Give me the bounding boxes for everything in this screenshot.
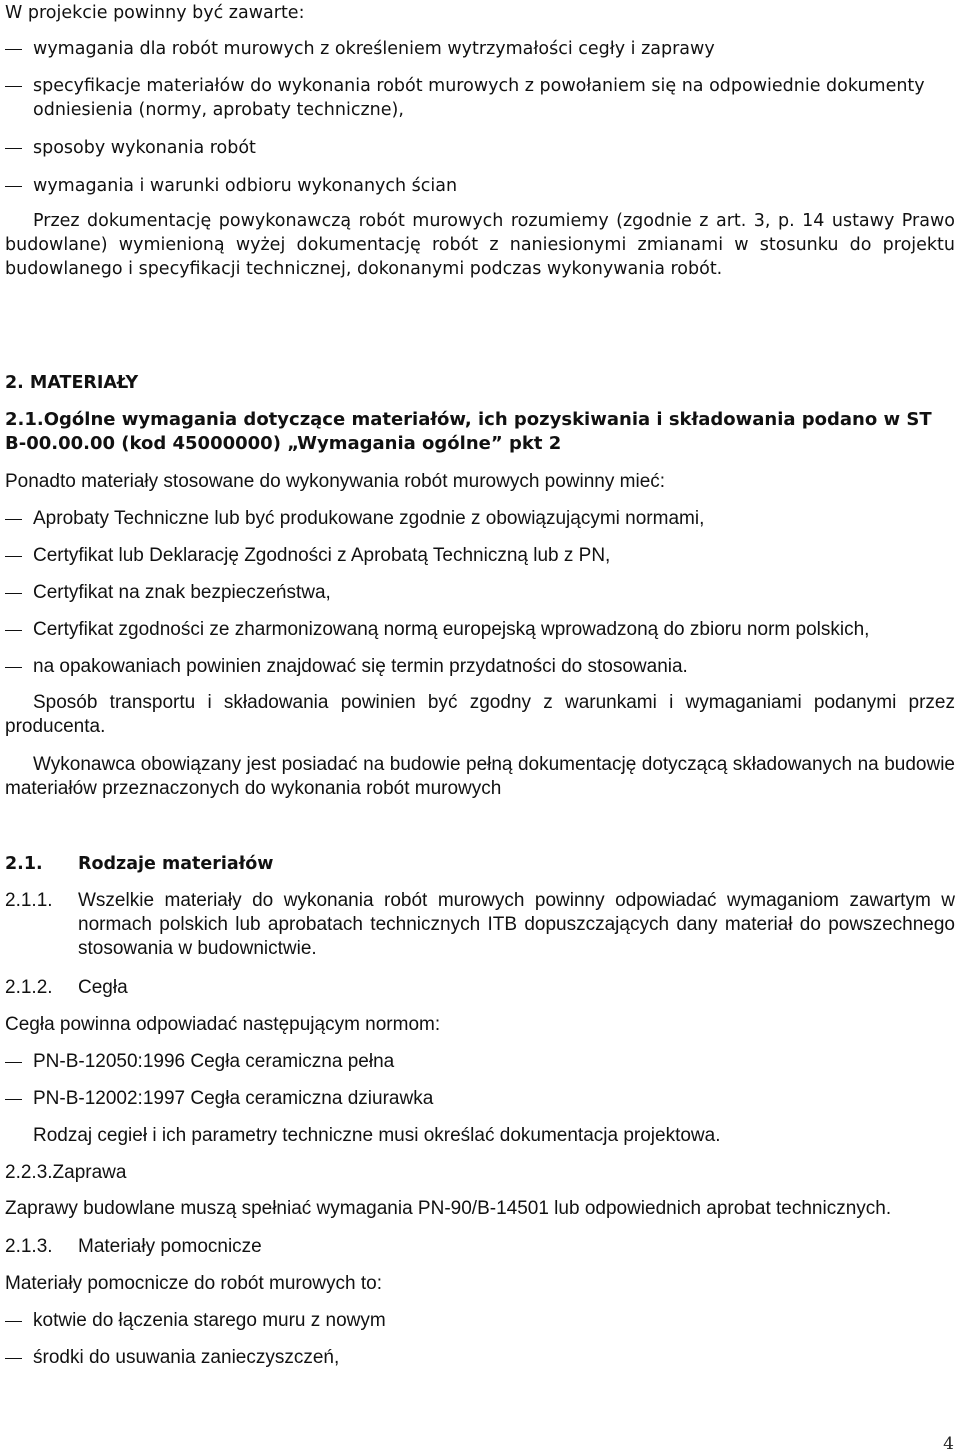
list-item-text: na opakowaniach powinien znajdować się termin przydatności do stosowania. xyxy=(33,656,688,677)
list-item-text: środki do usuwania zanieczyszczeń, xyxy=(33,1347,340,1368)
list-item-text: PN-B-12050:1996 Cegła ceramiczna pełna xyxy=(33,1051,395,1072)
documentation-paragraph: Wykonawca obowiązany jest posiadać na budowie pełną dokumentację dotyczącą składowanych na budowie materiałów przeznaczonych do wykonania robót murowych xyxy=(5,754,955,799)
clause-number: 2.1.2. xyxy=(5,977,53,998)
dash-bullet xyxy=(5,1321,22,1322)
mortar-text: Zaprawy budowlane muszą spełniać wymagania PN-90/B-14501 lub odpowiednich aprobat technicznych. xyxy=(5,1198,892,1219)
dash-bullet xyxy=(5,148,22,149)
intro-heading: W projekcie powinny być zawarte: xyxy=(5,3,305,23)
dash-bullet xyxy=(5,1358,22,1359)
list-item-text: kotwie do łączenia starego muru z nowym xyxy=(33,1310,386,1331)
dash-bullet xyxy=(5,519,22,520)
dash-bullet xyxy=(5,667,22,668)
materials-lead: Ponadto materiały stosowane do wykonywania robót murowych powinny mieć: xyxy=(5,471,666,492)
list-item-text: wymagania i warunki odbioru wykonanych ścian xyxy=(33,176,458,196)
list-item-text: Certyfikat lub Deklarację Zgodności z Aprobatą Techniczną lub z PN, xyxy=(33,545,611,566)
transport-paragraph: Sposób transportu i składowania powinien być zgodny z warunkami i wymaganiami podanymi przez producenta. xyxy=(5,692,955,737)
dash-bullet xyxy=(5,630,22,631)
dash-bullet xyxy=(5,86,22,87)
dash-bullet xyxy=(5,1099,22,1100)
list-item-text: wymagania dla robót murowych z określeniem wytrzymałości cegły i zaprawy xyxy=(33,39,715,59)
dash-bullet xyxy=(5,593,22,594)
section-title: 2. MATERIAŁY xyxy=(5,373,139,393)
list-item-text: sposoby wykonania robót xyxy=(33,138,256,158)
brick-note: Rodzaj cegieł i ich parametry techniczne musi określać dokumentacja projektowa. xyxy=(33,1125,721,1146)
dash-bullet xyxy=(5,1062,22,1063)
aux-lead: Materiały pomocnicze do robót murowych to: xyxy=(5,1273,382,1294)
dash-bullet xyxy=(5,556,22,557)
subsection-title: Rodzaje materiałów xyxy=(78,854,274,874)
clause-number: 2.1.3. xyxy=(5,1236,53,1257)
clause-title: Cegła xyxy=(78,977,128,998)
list-item-text: Aprobaty Techniczne lub być produkowane zgodnie z obowiązującymi normami, xyxy=(33,508,705,529)
dash-bullet xyxy=(5,186,22,187)
list-item-text: specyfikacje materiałów do wykonania robót murowych z powołaniem się na odpowiednie dokumenty odniesienia (normy, aprobaty techniczne), xyxy=(33,76,925,120)
page-number: 4 xyxy=(943,1434,954,1454)
clause-title: Materiały pomocnicze xyxy=(78,1236,262,1257)
clause-number: 2.1.1. xyxy=(5,890,53,911)
section-subtitle: 2.1.Ogólne wymagania dotyczące materiałów, ich pozyskiwania i składowania podano w ST B-00.00.00 (kod 45000000) „Wymagania ogólne” pkt 2 xyxy=(5,409,932,454)
list-item-text: Certyfikat na znak bezpieczeństwa, xyxy=(33,582,331,603)
brick-lead: Cegła powinna odpowiadać następującym normom: xyxy=(5,1014,441,1035)
list-item-text: Certyfikat zgodności ze zharmonizowaną normą europejską wprowadzoną do zbioru norm polskich, xyxy=(33,619,870,640)
clause-text: Wszelkie materiały do wykonania robót murowych powinny odpowiadać wymaganiom zawartym w normach polskich lub aprobatach technicznych ITB dopuszczających dany materiał do powszechnego stosowania w budownictwie. xyxy=(78,890,955,959)
subsection-number: 2.1. xyxy=(5,854,43,874)
list-item-text: PN-B-12002:1997 Cegła ceramiczna dziurawka xyxy=(33,1088,434,1109)
clause-2-2-3: 2.2.3.Zaprawa xyxy=(5,1162,127,1183)
clause-2-1-1 xyxy=(5,889,955,964)
dash-bullet xyxy=(5,49,22,50)
intro-paragraph: Przez dokumentację powykonawczą robót murowych rozumiemy (zgodnie z art. 3, p. 14 ustawy Prawo budowlane) wymienioną wyżej dokumentację robót z naniesionymi zmianami w stosunku do projektu budowlanego i specyfikacji technicznej, dokonanymi podczas wykonywania robót. xyxy=(5,211,955,279)
